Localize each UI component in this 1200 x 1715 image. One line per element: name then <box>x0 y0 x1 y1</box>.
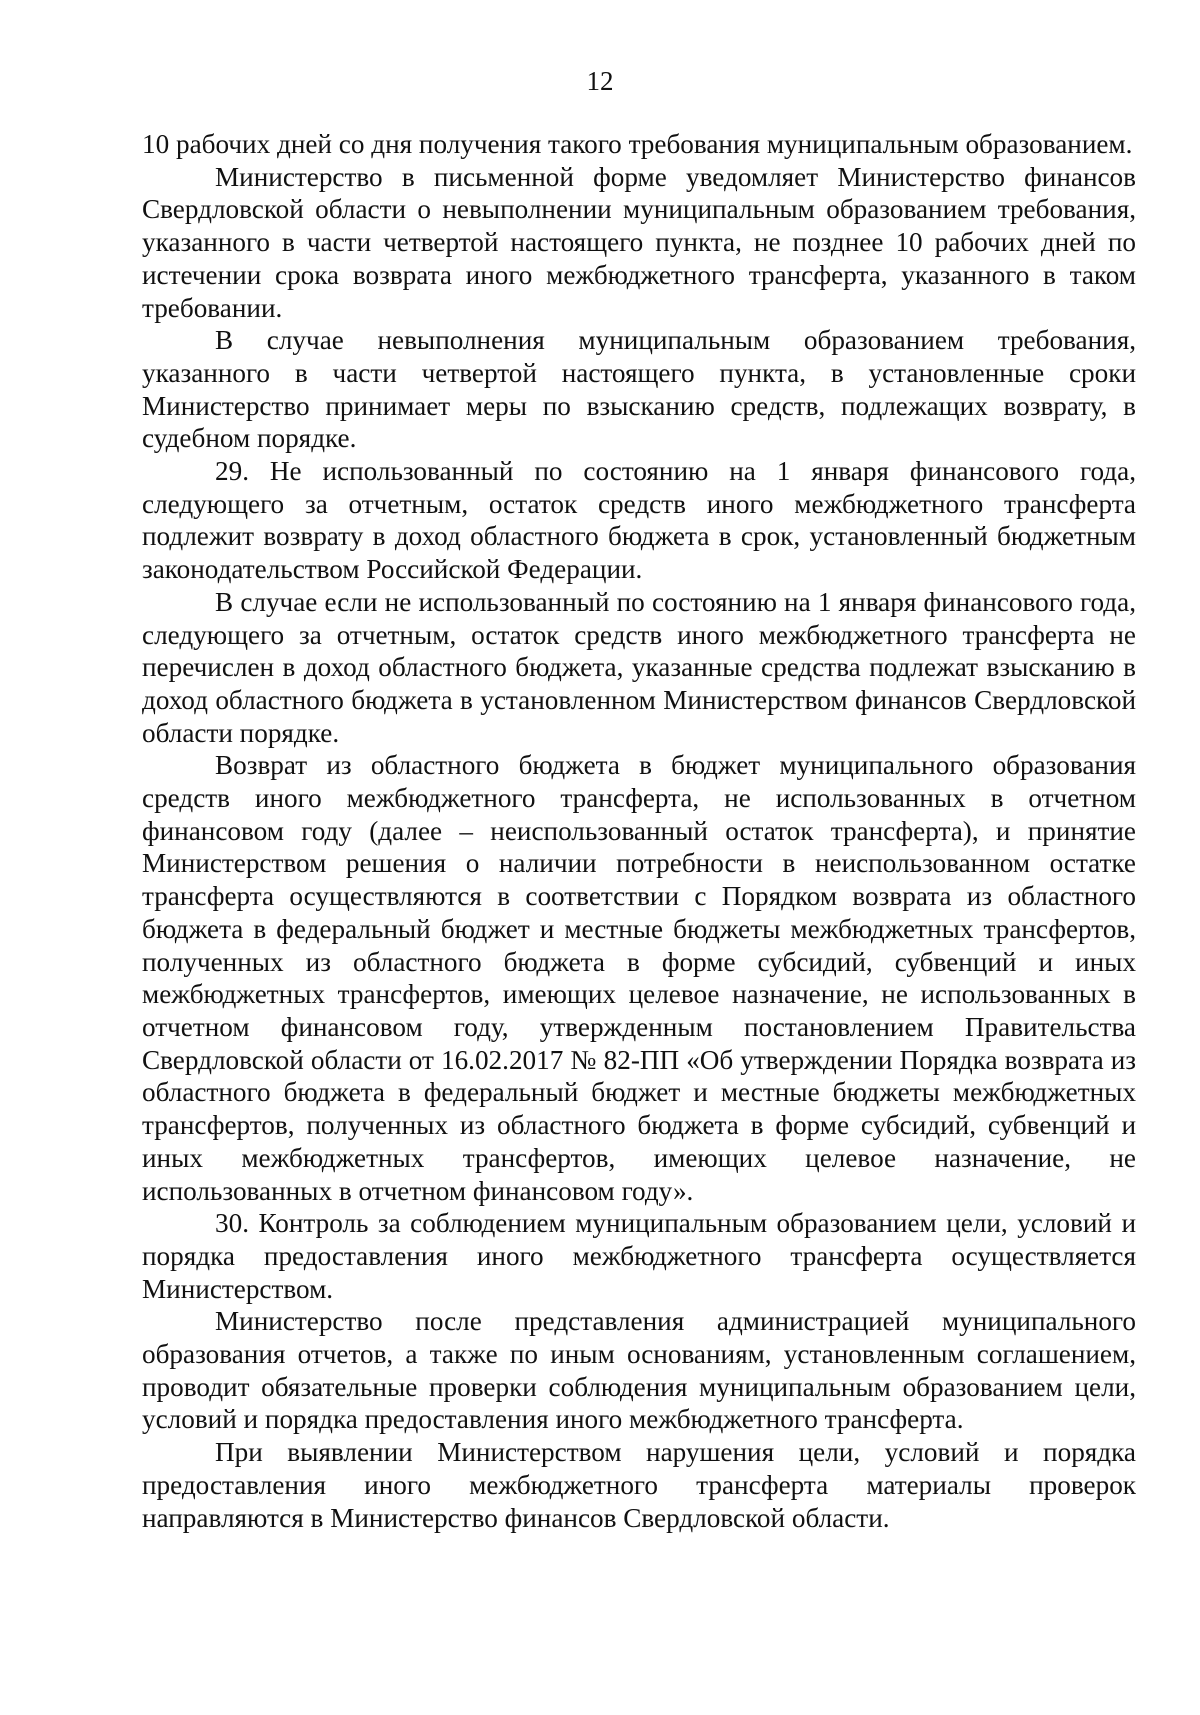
paragraph: Министерство после представления администрацией муниципального образования отчетов, а также по иным основаниям, установленным соглашением, проводит обязательные проверки соблюдения муниципальным образованием цели, условий и порядка предоставления иного межбюджетного трансферта. <box>142 1306 1136 1435</box>
paragraph: Возврат из областного бюджета в бюджет муниципального образования средств иного межбюджетного трансферта, не использованных в отчетном финансовом году (далее – неиспользованный остаток трансферта), и принятие Министерством решения о наличии потребности в неиспользованном остатке трансферта осуществляются в соответствии с Порядком возврата из областного бюджета в федеральный бюджет и местные бюджеты межбюджетных трансфертов, полученных из областного бюджета в форме субсидий, субвенций и иных межбюджетных трансфертов, имеющих целевое назначение, не использованных в отчетном финансовом году, утвержденным постановлением Правительства Свердловской области от 16.02.2017 № 82-ПП «Об утверждении Порядка возврата из областного бюджета в федеральный бюджет и местные бюджеты межбюджетных трансфертов, полученных из областного бюджета в форме субсидий, субвенций и иных межбюджетных трансфертов, имеющих целевое назначение, не использованных в отчетном финансовом году». <box>142 750 1136 1206</box>
document-body <box>142 128 1136 1534</box>
page-number: 12 <box>586 66 614 96</box>
paragraph: При выявлении Министерством нарушения цели, условий и порядка предоставления иного межбюджетного трансферта материалы проверок направляются в Министерство финансов Свердловской области. <box>142 1437 1136 1533</box>
paragraph-clause-29: 29. Не использованный по состоянию на 1 января финансового года, следующего за отчетным, остаток средств иного межбюджетного трансферта подлежит возврату в доход областного бюджета в срок, установленный бюджетным законодательством Российской Федерации. <box>142 456 1136 585</box>
paragraph-continuation: 10 рабочих дней со дня получения такого требования муниципальным образованием. <box>142 129 1133 159</box>
paragraph: В случае невыполнения муниципальным образованием требования, указанного в части четвертой настоящего пункта, в установленные сроки Министерство принимает меры по взысканию средств, подлежащих возврату, в судебном порядке. <box>142 325 1136 454</box>
paragraph-clause-30: 30. Контроль за соблюдением муниципальным образованием цели, условий и порядка предоставления иного межбюджетного трансферта осуществляется Министерством. <box>142 1208 1136 1304</box>
paragraph: Министерство в письменной форме уведомляет Министерство финансов Свердловской области о невыполнении муниципальным образованием требования, указанного в части четвертой настоящего пункта, не позднее 10 рабочих дней по истечении срока возврата иного межбюджетного трансферта, указанного в таком требовании. <box>142 161 1136 323</box>
paragraph: В случае если не использованный по состоянию на 1 января финансового года, следующего за отчетным, остаток средств иного межбюджетного трансферта не перечислен в доход областного бюджета, указанные средства подлежат взысканию в доход областного бюджета в установленном Министерством финансов Свердловской области порядке. <box>142 586 1136 748</box>
